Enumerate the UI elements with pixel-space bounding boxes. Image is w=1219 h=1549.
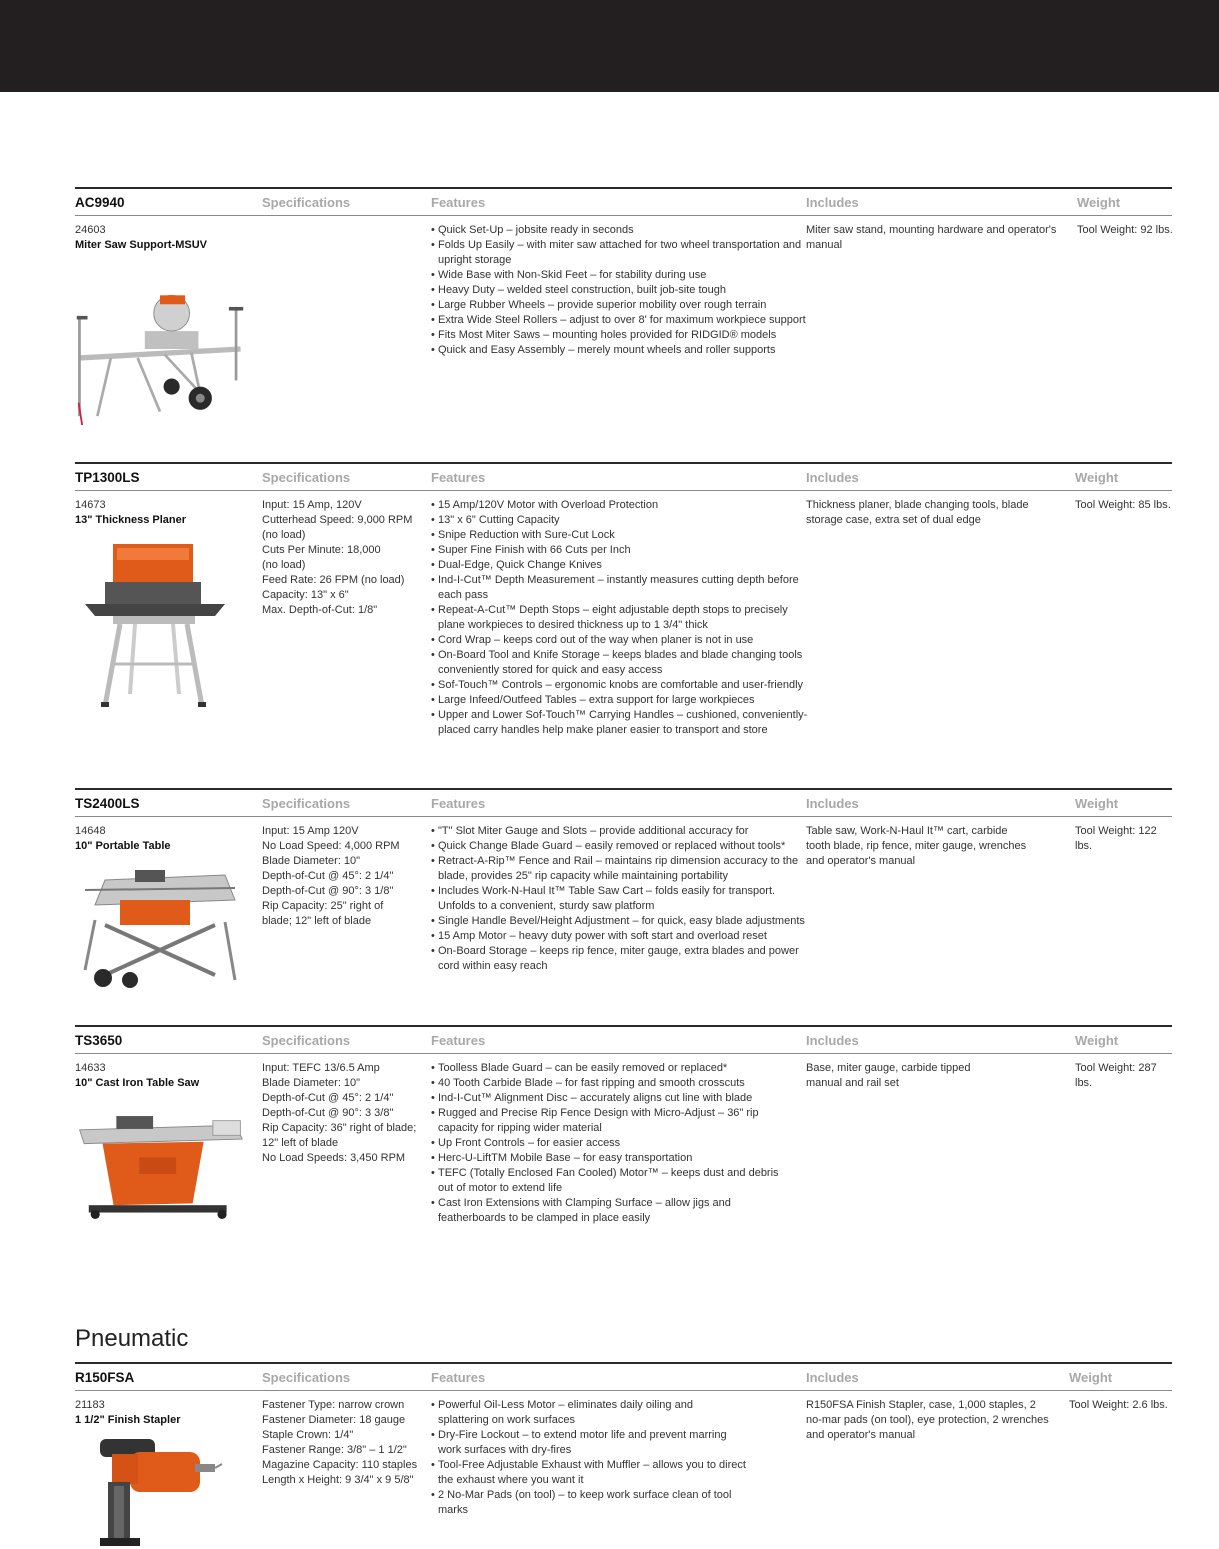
cast-iron-table-saw-image: [75, 1097, 245, 1227]
specifications-heading: Specifications: [262, 796, 351, 811]
product-id: [75, 223, 255, 253]
includes-text: Base, miter gauge, carbide tipped manual and rail set: [806, 1062, 971, 1089]
model-number: AC9940: [75, 195, 125, 210]
feature-item: • Retract-A-Rip™ Fence and Rail – maintains rip dimension accuracy to the blade, provides 25" rip capacity while maintaining portability: [431, 854, 806, 884]
model-number: TP1300LS: [75, 470, 140, 485]
product-name: 1 1/2" Finish Stapler: [75, 1414, 181, 1426]
feature-item: • Repeat-A-Cut™ Depth Stops – eight adjustable depth stops to precisely plane workpieces to desired thickness up to 1 3/4" thick: [431, 603, 816, 633]
features-list: [431, 498, 816, 738]
spec-line: Length x Height: 9 3/4" x 9 5/8": [262, 1474, 414, 1486]
features-heading: Features: [431, 1033, 486, 1048]
top-banner: [0, 0, 1219, 92]
spec-line: Fastener Range: 3/8" – 1 1/2": [262, 1444, 407, 1456]
spec-line: Depth-of-Cut @ 45°: 2 1/4": [262, 870, 394, 882]
feature-item: • Powerful Oil-Less Motor – eliminates daily oiling and splattering on work surfaces: [431, 1398, 746, 1428]
features-heading: Features: [431, 470, 486, 485]
spec-line: Staple Crown: 1/4": [262, 1429, 354, 1441]
sku: 14633: [75, 1062, 106, 1074]
spec-line: Input: 15 Amp 120V: [262, 825, 359, 837]
spec-line: Blade Diameter: 10": [262, 855, 361, 867]
feature-item: • Upper and Lower Sof-Touch™ Carrying Handles – cushioned, conveniently-placed carry handles help make planer easier to transport and store: [431, 708, 816, 738]
weight-heading: Weight: [1077, 195, 1121, 210]
sku: 24603: [75, 224, 106, 236]
feature-item: • Fits Most Miter Saws – mounting holes provided for RIDGID® models: [431, 328, 821, 343]
spec-line: Depth-of-Cut @ 90°: 3 3/8": [262, 1107, 394, 1119]
spec-line: Cuts Per Minute: 18,000: [262, 544, 381, 556]
spec-line: blade; 12" left of blade: [262, 915, 372, 927]
includes-heading: Includes: [806, 1033, 859, 1048]
spec-line: No Load Speeds: 3,450 RPM: [262, 1152, 406, 1164]
product-section-ac9940: [75, 187, 1173, 356]
feature-item: • Heavy Duty – welded steel construction, built job-site tough: [431, 283, 821, 298]
spec-line: Fastener Diameter: 18 gauge: [262, 1414, 406, 1426]
feature-item: • Extra Wide Steel Rollers – adjust to over 8' for maximum workpiece support: [431, 313, 821, 328]
spec-line: Rip Capacity: 25" right of: [262, 900, 384, 912]
product-header: [75, 1362, 1172, 1391]
feature-item: • Up Front Controls – for easier access: [431, 1136, 796, 1151]
feature-item: • On-Board Tool and Knife Storage – keeps blades and blade changing tools conveniently stored for quick and easy access: [431, 648, 816, 678]
spec-line: 12" left of blade: [262, 1137, 339, 1149]
specifications-heading: Specifications: [262, 470, 351, 485]
features-heading: Features: [431, 195, 486, 210]
weight-text: Tool Weight: 92 lbs.: [1077, 224, 1173, 236]
spec-line: Cutterhead Speed: 9,000 RPM: [262, 514, 413, 526]
product-name: 13" Thickness Planer: [75, 514, 186, 526]
feature-item: • Quick Set-Up – jobsite ready in seconds: [431, 223, 821, 238]
sku: 14648: [75, 825, 106, 837]
includes-text: Miter saw stand, mounting hardware and operator's manual: [806, 224, 1057, 251]
spec-line: (no load): [262, 529, 306, 541]
includes-heading: Includes: [806, 1370, 859, 1385]
feature-item: • Single Handle Bevel/Height Adjustment – for quick, easy blade adjustments: [431, 914, 806, 929]
finish-stapler-image: [75, 1434, 245, 1549]
feature-item: • 13" x 6" Cutting Capacity: [431, 513, 816, 528]
feature-item: • On-Board Storage – keeps rip fence, miter gauge, extra blades and power cord within easy reach: [431, 944, 806, 974]
model-number: TS2400LS: [75, 796, 140, 811]
specifications-list: [262, 1061, 422, 1166]
weight-heading: Weight: [1069, 1370, 1113, 1385]
spec-line: Input: TEFC 13/6.5 Amp: [262, 1062, 380, 1074]
spec-line: (no load): [262, 559, 306, 571]
portable-table-saw-image: [75, 860, 245, 990]
spec-line: Feed Rate: 26 FPM (no load): [262, 574, 405, 586]
feature-item: • Dual-Edge, Quick Change Knives: [431, 558, 816, 573]
miter-saw-stand-image: [75, 259, 245, 439]
feature-item: • Super Fine Finish with 66 Cuts per Inch: [431, 543, 816, 558]
weight-heading: Weight: [1075, 1033, 1119, 1048]
spec-line: Rip Capacity: 36" right of blade;: [262, 1122, 417, 1134]
feature-item: • Sof-Touch™ Controls – ergonomic knobs are comfortable and user-friendly: [431, 678, 816, 693]
product-id: [75, 1398, 255, 1428]
features-list: [431, 1061, 796, 1226]
product-section-tp1300ls: [75, 462, 1172, 736]
feature-item: • 15 Amp Motor – heavy duty power with soft start and overload reset: [431, 929, 806, 944]
spec-line: Magazine Capacity: 110 staples: [262, 1459, 418, 1471]
spec-line: Blade Diameter: 10": [262, 1077, 361, 1089]
feature-item: • Folds Up Easily – with miter saw attached for two wheel transportation and upright storage: [431, 238, 821, 268]
feature-item: • Wide Base with Non-Skid Feet – for stability during use: [431, 268, 821, 283]
product-header: [75, 1025, 1172, 1054]
section-title-pneumatic: Pneumatic: [75, 1325, 189, 1352]
thickness-planer-image: [75, 534, 245, 714]
feature-item: • 40 Tooth Carbide Blade – for fast ripping and smooth crosscuts: [431, 1076, 796, 1091]
weight-heading: Weight: [1075, 470, 1119, 485]
feature-item: • Ind-I-Cut™ Depth Measurement – instantly measures cutting depth before each pass: [431, 573, 816, 603]
feature-item: • Cord Wrap – keeps cord out of the way when planer is not in use: [431, 633, 816, 648]
includes-heading: Includes: [806, 796, 859, 811]
spec-line: Fastener Type: narrow crown: [262, 1399, 405, 1411]
includes-text: Thickness planer, blade changing tools, blade storage case, extra set of dual edge: [806, 499, 1029, 526]
spec-line: No Load Speed: 4,000 RPM: [262, 840, 400, 852]
specifications-list: [262, 824, 422, 929]
feature-item: • Rugged and Precise Rip Fence Design with Micro-Adjust – 36" rip capacity for ripping wider material: [431, 1106, 796, 1136]
feature-item: • Dry-Fire Lockout – to extend motor life and prevent marring work surfaces with dry-fires: [431, 1428, 746, 1458]
spec-line: Capacity: 13" x 6": [262, 589, 349, 601]
feature-item: • "T" Slot Miter Gauge and Slots – provide additional accuracy for: [431, 824, 806, 839]
includes-heading: Includes: [806, 195, 859, 210]
sku: 21183: [75, 1399, 105, 1411]
feature-item: • Toolless Blade Guard – can be easily removed or replaced*: [431, 1061, 796, 1076]
specifications-list: [262, 1398, 422, 1488]
includes-text: R150FSA Finish Stapler, case, 1,000 staples, 2 no-mar pads (on tool), eye protection, 2 wrenches and operator's manual: [806, 1399, 1049, 1441]
feature-item: • Ind-I-Cut™ Alignment Disc – accurately aligns cut line with blade: [431, 1091, 796, 1106]
includes-text: Table saw, Work-N-Haul It™ cart, carbide tooth blade, rip fence, miter gauge, wrenches and operator's manual: [806, 825, 1027, 867]
specifications-heading: Specifications: [262, 1033, 351, 1048]
feature-item: • Quick Change Blade Guard – easily removed or replaced without tools*: [431, 839, 806, 854]
feature-item: • Cast Iron Extensions with Clamping Surface – allow jigs and featherboards to be clamped in place easily: [431, 1196, 796, 1226]
features-heading: Features: [431, 796, 486, 811]
specifications-heading: Specifications: [262, 195, 351, 210]
product-header: [75, 788, 1172, 817]
product-id: [75, 824, 255, 854]
weight-text: Tool Weight: 2.6 lbs.: [1069, 1399, 1168, 1411]
specifications-heading: Specifications: [262, 1370, 351, 1385]
feature-item: • Includes Work-N-Haul It™ Table Saw Cart – folds easily for transport. Unfolds to a convenient, sturdy saw platform: [431, 884, 806, 914]
specifications-list: [262, 498, 422, 618]
model-number: R150FSA: [75, 1370, 135, 1385]
weight-text: Tool Weight: 85 lbs.: [1075, 499, 1171, 511]
feature-item: • TEFC (Totally Enclosed Fan Cooled) Motor™ – keeps dust and debris out of motor to extend life: [431, 1166, 796, 1196]
product-header: [75, 462, 1172, 491]
weight-text: Tool Weight: 287 lbs.: [1075, 1062, 1157, 1089]
spec-line: Depth-of-Cut @ 45°: 2 1/4": [262, 1092, 394, 1104]
product-name: 10" Cast Iron Table Saw: [75, 1077, 200, 1089]
feature-item: • 15 Amp/120V Motor with Overload Protection: [431, 498, 816, 513]
feature-item: • 2 No-Mar Pads (on tool) – to keep work surface clean of tool marks: [431, 1488, 746, 1518]
product-name: Miter Saw Support-MSUV: [75, 239, 208, 251]
product-header: [75, 187, 1172, 216]
feature-item: • Quick and Easy Assembly – merely mount wheels and roller supports: [431, 343, 821, 358]
includes-heading: Includes: [806, 470, 859, 485]
features-list: [431, 824, 806, 974]
feature-item: • Large Infeed/Outfeed Tables – extra support for large workpieces: [431, 693, 816, 708]
product-section-r150fsa: [75, 1362, 1172, 1516]
product-name: 10" Portable Table: [75, 840, 171, 852]
features-list: [431, 223, 821, 358]
model-number: TS3650: [75, 1033, 123, 1048]
product-id: [75, 1061, 255, 1091]
product-id: [75, 498, 255, 528]
feature-item: • Herc-U-LiftTM Mobile Base – for easy transportation: [431, 1151, 796, 1166]
features-heading: Features: [431, 1370, 486, 1385]
product-section-ts3650: [75, 1025, 1172, 1224]
product-section-ts2400ls: [75, 788, 1172, 972]
spec-line: Depth-of-Cut @ 90°: 3 1/8": [262, 885, 394, 897]
weight-heading: Weight: [1075, 796, 1119, 811]
spec-line: Max. Depth-of-Cut: 1/8": [262, 604, 378, 616]
sku: 14673: [75, 499, 106, 511]
feature-item: • Snipe Reduction with Sure-Cut Lock: [431, 528, 816, 543]
feature-item: • Large Rubber Wheels – provide superior mobility over rough terrain: [431, 298, 821, 313]
spec-line: Input: 15 Amp, 120V: [262, 499, 362, 511]
weight-text: Tool Weight: 122 lbs.: [1075, 825, 1157, 852]
features-list: [431, 1398, 746, 1518]
feature-item: • Tool-Free Adjustable Exhaust with Muffler – allows you to direct the exhaust where you want it: [431, 1458, 746, 1488]
